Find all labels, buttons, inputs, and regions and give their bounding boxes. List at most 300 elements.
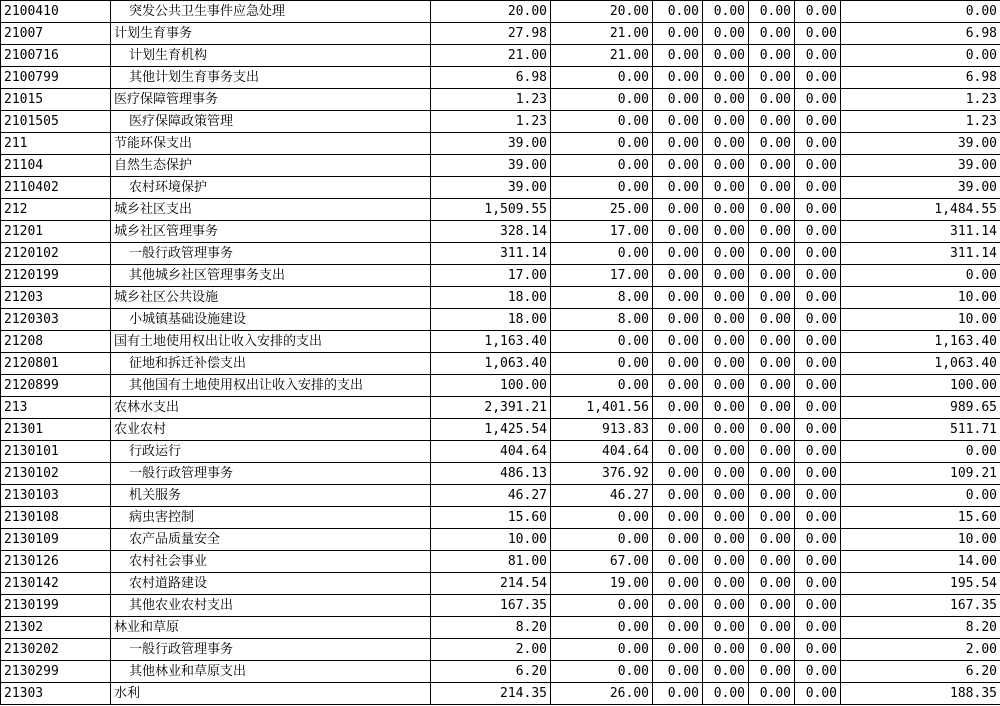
cell-v4[interactable]: 0.00: [703, 551, 749, 573]
cell-v3[interactable]: 0.00: [653, 683, 703, 705]
cell-total[interactable]: 17.00: [431, 265, 551, 287]
table-row[interactable]: [1, 507, 1000, 529]
cell-v4[interactable]: 0.00: [703, 661, 749, 683]
cell-total[interactable]: 10.00: [431, 529, 551, 551]
cell-basic[interactable]: 26.00: [551, 683, 653, 705]
cell-total[interactable]: 18.00: [431, 309, 551, 331]
table-row[interactable]: [1, 287, 1000, 309]
cell-name[interactable]: 其他计划生育事务支出: [111, 67, 431, 89]
cell-name[interactable]: 其他林业和草原支出: [111, 661, 431, 683]
table-row[interactable]: [1, 441, 1000, 463]
cell-basic[interactable]: 21.00: [551, 45, 653, 67]
cell-code[interactable]: 2130142: [1, 573, 111, 595]
cell-v6[interactable]: 0.00: [795, 441, 841, 463]
cell-v3[interactable]: 0.00: [653, 353, 703, 375]
cell-basic[interactable]: 19.00: [551, 573, 653, 595]
cell-basic[interactable]: 0.00: [551, 375, 653, 397]
table-row[interactable]: [1, 397, 1000, 419]
cell-v6[interactable]: 0.00: [795, 375, 841, 397]
cell-v5[interactable]: 0.00: [749, 375, 795, 397]
cell-code[interactable]: 2100410: [1, 1, 111, 23]
cell-v4[interactable]: 0.00: [703, 639, 749, 661]
cell-project[interactable]: 15.60: [841, 507, 1000, 529]
cell-v3[interactable]: 0.00: [653, 375, 703, 397]
cell-v5[interactable]: 0.00: [749, 89, 795, 111]
cell-code[interactable]: 2120199: [1, 265, 111, 287]
table-row[interactable]: [1, 419, 1000, 441]
cell-code[interactable]: 21303: [1, 683, 111, 705]
cell-basic[interactable]: 0.00: [551, 661, 653, 683]
cell-v5[interactable]: 0.00: [749, 133, 795, 155]
cell-project[interactable]: 8.20: [841, 617, 1000, 639]
cell-v4[interactable]: 0.00: [703, 683, 749, 705]
cell-basic[interactable]: 0.00: [551, 243, 653, 265]
cell-name[interactable]: 计划生育事务: [111, 23, 431, 45]
cell-project[interactable]: 511.71: [841, 419, 1000, 441]
cell-name[interactable]: 农村环境保护: [111, 177, 431, 199]
cell-v5[interactable]: 0.00: [749, 199, 795, 221]
table-row[interactable]: [1, 485, 1000, 507]
cell-v3[interactable]: 0.00: [653, 221, 703, 243]
cell-code[interactable]: 21203: [1, 287, 111, 309]
cell-v6[interactable]: 0.00: [795, 595, 841, 617]
cell-project[interactable]: 0.00: [841, 485, 1000, 507]
cell-v6[interactable]: 0.00: [795, 23, 841, 45]
cell-basic[interactable]: 0.00: [551, 529, 653, 551]
cell-basic[interactable]: 1,401.56: [551, 397, 653, 419]
cell-code[interactable]: 21201: [1, 221, 111, 243]
table-row[interactable]: [1, 463, 1000, 485]
cell-code[interactable]: 2120801: [1, 353, 111, 375]
cell-total[interactable]: 27.98: [431, 23, 551, 45]
cell-name[interactable]: 农产品质量安全: [111, 529, 431, 551]
cell-name[interactable]: 一般行政管理事务: [111, 639, 431, 661]
cell-name[interactable]: 小城镇基础设施建设: [111, 309, 431, 331]
cell-v4[interactable]: 0.00: [703, 485, 749, 507]
cell-project[interactable]: 10.00: [841, 309, 1000, 331]
cell-name[interactable]: 医疗保障管理事务: [111, 89, 431, 111]
cell-basic[interactable]: 913.83: [551, 419, 653, 441]
cell-v4[interactable]: 0.00: [703, 507, 749, 529]
cell-total[interactable]: 100.00: [431, 375, 551, 397]
cell-total[interactable]: 39.00: [431, 177, 551, 199]
cell-project[interactable]: 6.20: [841, 661, 1000, 683]
table-row[interactable]: [1, 89, 1000, 111]
cell-v3[interactable]: 0.00: [653, 177, 703, 199]
cell-project[interactable]: 311.14: [841, 243, 1000, 265]
cell-code[interactable]: 2130103: [1, 485, 111, 507]
cell-v4[interactable]: 0.00: [703, 45, 749, 67]
cell-name[interactable]: 一般行政管理事务: [111, 243, 431, 265]
cell-name[interactable]: 水利: [111, 683, 431, 705]
cell-v3[interactable]: 0.00: [653, 287, 703, 309]
cell-v5[interactable]: 0.00: [749, 287, 795, 309]
cell-name[interactable]: 林业和草原: [111, 617, 431, 639]
cell-name[interactable]: 其他农业农村支出: [111, 595, 431, 617]
cell-v3[interactable]: 0.00: [653, 45, 703, 67]
cell-total[interactable]: 39.00: [431, 155, 551, 177]
table-row[interactable]: [1, 1, 1000, 23]
cell-v4[interactable]: 0.00: [703, 595, 749, 617]
cell-code[interactable]: 2100716: [1, 45, 111, 67]
cell-total[interactable]: 15.60: [431, 507, 551, 529]
cell-v6[interactable]: 0.00: [795, 331, 841, 353]
cell-project[interactable]: 1.23: [841, 89, 1000, 111]
cell-v5[interactable]: 0.00: [749, 551, 795, 573]
cell-name[interactable]: 自然生态保护: [111, 155, 431, 177]
cell-v5[interactable]: 0.00: [749, 353, 795, 375]
cell-v3[interactable]: 0.00: [653, 573, 703, 595]
table-row[interactable]: [1, 529, 1000, 551]
cell-v5[interactable]: 0.00: [749, 573, 795, 595]
cell-total[interactable]: 404.64: [431, 441, 551, 463]
cell-v6[interactable]: 0.00: [795, 45, 841, 67]
cell-v3[interactable]: 0.00: [653, 463, 703, 485]
table-row[interactable]: [1, 353, 1000, 375]
table-row[interactable]: [1, 683, 1000, 705]
cell-total[interactable]: 39.00: [431, 133, 551, 155]
cell-v6[interactable]: 0.00: [795, 617, 841, 639]
table-row[interactable]: [1, 595, 1000, 617]
cell-code[interactable]: 21015: [1, 89, 111, 111]
cell-code[interactable]: 211: [1, 133, 111, 155]
cell-total[interactable]: 6.20: [431, 661, 551, 683]
cell-code[interactable]: 2130109: [1, 529, 111, 551]
cell-basic[interactable]: 21.00: [551, 23, 653, 45]
cell-v5[interactable]: 0.00: [749, 463, 795, 485]
cell-project[interactable]: 109.21: [841, 463, 1000, 485]
cell-v6[interactable]: 0.00: [795, 111, 841, 133]
cell-basic[interactable]: 0.00: [551, 67, 653, 89]
cell-basic[interactable]: 0.00: [551, 133, 653, 155]
cell-name[interactable]: 农村社会事业: [111, 551, 431, 573]
cell-v3[interactable]: 0.00: [653, 397, 703, 419]
cell-v6[interactable]: 0.00: [795, 507, 841, 529]
cell-project[interactable]: 195.54: [841, 573, 1000, 595]
cell-v5[interactable]: 0.00: [749, 617, 795, 639]
cell-v3[interactable]: 0.00: [653, 661, 703, 683]
cell-v4[interactable]: 0.00: [703, 155, 749, 177]
cell-v4[interactable]: 0.00: [703, 573, 749, 595]
cell-code[interactable]: 212: [1, 199, 111, 221]
cell-project[interactable]: 311.14: [841, 221, 1000, 243]
cell-v3[interactable]: 0.00: [653, 67, 703, 89]
cell-v3[interactable]: 0.00: [653, 265, 703, 287]
cell-name[interactable]: 行政运行: [111, 441, 431, 463]
cell-v4[interactable]: 0.00: [703, 243, 749, 265]
cell-v4[interactable]: 0.00: [703, 89, 749, 111]
cell-project[interactable]: 6.98: [841, 67, 1000, 89]
cell-code[interactable]: 2130199: [1, 595, 111, 617]
cell-total[interactable]: 18.00: [431, 287, 551, 309]
cell-name[interactable]: 机关服务: [111, 485, 431, 507]
cell-basic[interactable]: 404.64: [551, 441, 653, 463]
table-row[interactable]: [1, 155, 1000, 177]
cell-v4[interactable]: 0.00: [703, 23, 749, 45]
cell-v3[interactable]: 0.00: [653, 507, 703, 529]
cell-project[interactable]: 10.00: [841, 287, 1000, 309]
cell-project[interactable]: 14.00: [841, 551, 1000, 573]
cell-v4[interactable]: 0.00: [703, 309, 749, 331]
cell-v6[interactable]: 0.00: [795, 397, 841, 419]
cell-v3[interactable]: 0.00: [653, 133, 703, 155]
cell-v3[interactable]: 0.00: [653, 243, 703, 265]
cell-basic[interactable]: 20.00: [551, 1, 653, 23]
table-row[interactable]: [1, 45, 1000, 67]
cell-v3[interactable]: 0.00: [653, 111, 703, 133]
cell-project[interactable]: 6.98: [841, 23, 1000, 45]
cell-name[interactable]: 城乡社区管理事务: [111, 221, 431, 243]
cell-code[interactable]: 2130101: [1, 441, 111, 463]
cell-basic[interactable]: 0.00: [551, 89, 653, 111]
table-row[interactable]: [1, 551, 1000, 573]
cell-v3[interactable]: 0.00: [653, 89, 703, 111]
cell-v4[interactable]: 0.00: [703, 287, 749, 309]
cell-v4[interactable]: 0.00: [703, 529, 749, 551]
cell-v6[interactable]: 0.00: [795, 243, 841, 265]
cell-v3[interactable]: 0.00: [653, 309, 703, 331]
cell-total[interactable]: 2.00: [431, 639, 551, 661]
cell-code[interactable]: 2120899: [1, 375, 111, 397]
cell-name[interactable]: 城乡社区支出: [111, 199, 431, 221]
cell-code[interactable]: 2130108: [1, 507, 111, 529]
cell-total[interactable]: 6.98: [431, 67, 551, 89]
cell-project[interactable]: 39.00: [841, 155, 1000, 177]
cell-v4[interactable]: 0.00: [703, 419, 749, 441]
cell-project[interactable]: 167.35: [841, 595, 1000, 617]
cell-v6[interactable]: 0.00: [795, 661, 841, 683]
cell-total[interactable]: 2,391.21: [431, 397, 551, 419]
cell-total[interactable]: 8.20: [431, 617, 551, 639]
cell-v6[interactable]: 0.00: [795, 265, 841, 287]
table-row[interactable]: [1, 375, 1000, 397]
cell-v3[interactable]: 0.00: [653, 331, 703, 353]
cell-v4[interactable]: 0.00: [703, 111, 749, 133]
cell-code[interactable]: 2120303: [1, 309, 111, 331]
cell-name[interactable]: 其他城乡社区管理事务支出: [111, 265, 431, 287]
cell-basic[interactable]: 0.00: [551, 639, 653, 661]
table-row[interactable]: [1, 331, 1000, 353]
cell-v5[interactable]: 0.00: [749, 639, 795, 661]
cell-basic[interactable]: 0.00: [551, 331, 653, 353]
cell-total[interactable]: 81.00: [431, 551, 551, 573]
cell-v5[interactable]: 0.00: [749, 485, 795, 507]
cell-v5[interactable]: 0.00: [749, 397, 795, 419]
cell-name[interactable]: 国有土地使用权出让收入安排的支出: [111, 331, 431, 353]
cell-name[interactable]: 计划生育机构: [111, 45, 431, 67]
cell-basic[interactable]: 46.27: [551, 485, 653, 507]
cell-name[interactable]: 病虫害控制: [111, 507, 431, 529]
cell-v4[interactable]: 0.00: [703, 353, 749, 375]
cell-v3[interactable]: 0.00: [653, 441, 703, 463]
table-row[interactable]: [1, 67, 1000, 89]
cell-v6[interactable]: 0.00: [795, 573, 841, 595]
cell-name[interactable]: 征地和拆迁补偿支出: [111, 353, 431, 375]
table-row[interactable]: [1, 111, 1000, 133]
cell-project[interactable]: 39.00: [841, 133, 1000, 155]
cell-project[interactable]: 1,063.40: [841, 353, 1000, 375]
cell-v5[interactable]: 0.00: [749, 661, 795, 683]
cell-project[interactable]: 10.00: [841, 529, 1000, 551]
cell-total[interactable]: 1,063.40: [431, 353, 551, 375]
cell-v5[interactable]: 0.00: [749, 221, 795, 243]
cell-v6[interactable]: 0.00: [795, 287, 841, 309]
cell-total[interactable]: 328.14: [431, 221, 551, 243]
cell-name[interactable]: 其他国有土地使用权出让收入安排的支出: [111, 375, 431, 397]
cell-code[interactable]: 2130299: [1, 661, 111, 683]
cell-v6[interactable]: 0.00: [795, 67, 841, 89]
cell-code[interactable]: 2130202: [1, 639, 111, 661]
cell-code[interactable]: 2130102: [1, 463, 111, 485]
cell-name[interactable]: 农林水支出: [111, 397, 431, 419]
cell-v5[interactable]: 0.00: [749, 23, 795, 45]
cell-v3[interactable]: 0.00: [653, 1, 703, 23]
cell-project[interactable]: 1,484.55: [841, 199, 1000, 221]
cell-total[interactable]: 1,425.54: [431, 419, 551, 441]
cell-v6[interactable]: 0.00: [795, 155, 841, 177]
cell-total[interactable]: 20.00: [431, 1, 551, 23]
cell-basic[interactable]: 0.00: [551, 111, 653, 133]
cell-v4[interactable]: 0.00: [703, 397, 749, 419]
cell-basic[interactable]: 8.00: [551, 309, 653, 331]
cell-v6[interactable]: 0.00: [795, 529, 841, 551]
cell-v3[interactable]: 0.00: [653, 485, 703, 507]
cell-v4[interactable]: 0.00: [703, 265, 749, 287]
cell-v4[interactable]: 0.00: [703, 617, 749, 639]
cell-code[interactable]: 2110402: [1, 177, 111, 199]
cell-v5[interactable]: 0.00: [749, 111, 795, 133]
cell-v6[interactable]: 0.00: [795, 199, 841, 221]
cell-v3[interactable]: 0.00: [653, 419, 703, 441]
cell-project[interactable]: 0.00: [841, 1, 1000, 23]
table-row[interactable]: [1, 133, 1000, 155]
cell-v6[interactable]: 0.00: [795, 419, 841, 441]
cell-basic[interactable]: 0.00: [551, 177, 653, 199]
cell-v6[interactable]: 0.00: [795, 1, 841, 23]
cell-name[interactable]: 医疗保障政策管理: [111, 111, 431, 133]
cell-code[interactable]: 21302: [1, 617, 111, 639]
cell-code[interactable]: 21104: [1, 155, 111, 177]
cell-v3[interactable]: 0.00: [653, 551, 703, 573]
cell-total[interactable]: 1,163.40: [431, 331, 551, 353]
cell-name[interactable]: 节能环保支出: [111, 133, 431, 155]
cell-v5[interactable]: 0.00: [749, 331, 795, 353]
cell-v5[interactable]: 0.00: [749, 595, 795, 617]
cell-v6[interactable]: 0.00: [795, 353, 841, 375]
cell-basic[interactable]: 0.00: [551, 617, 653, 639]
cell-v5[interactable]: 0.00: [749, 67, 795, 89]
cell-basic[interactable]: 67.00: [551, 551, 653, 573]
cell-project[interactable]: 0.00: [841, 441, 1000, 463]
cell-basic[interactable]: 17.00: [551, 221, 653, 243]
cell-v6[interactable]: 0.00: [795, 485, 841, 507]
cell-v6[interactable]: 0.00: [795, 551, 841, 573]
cell-total[interactable]: 311.14: [431, 243, 551, 265]
cell-v6[interactable]: 0.00: [795, 683, 841, 705]
cell-total[interactable]: 46.27: [431, 485, 551, 507]
table-row[interactable]: [1, 243, 1000, 265]
cell-code[interactable]: 2130126: [1, 551, 111, 573]
cell-basic[interactable]: 0.00: [551, 595, 653, 617]
cell-project[interactable]: 100.00: [841, 375, 1000, 397]
cell-v3[interactable]: 0.00: [653, 639, 703, 661]
cell-v6[interactable]: 0.00: [795, 221, 841, 243]
cell-v5[interactable]: 0.00: [749, 419, 795, 441]
cell-project[interactable]: 1.23: [841, 111, 1000, 133]
cell-basic[interactable]: 8.00: [551, 287, 653, 309]
cell-v4[interactable]: 0.00: [703, 1, 749, 23]
cell-total[interactable]: 214.54: [431, 573, 551, 595]
cell-basic[interactable]: 376.92: [551, 463, 653, 485]
cell-v4[interactable]: 0.00: [703, 67, 749, 89]
cell-total[interactable]: 1,509.55: [431, 199, 551, 221]
table-row[interactable]: [1, 617, 1000, 639]
cell-name[interactable]: 城乡社区公共设施: [111, 287, 431, 309]
cell-basic[interactable]: 0.00: [551, 507, 653, 529]
cell-v5[interactable]: 0.00: [749, 45, 795, 67]
cell-v4[interactable]: 0.00: [703, 221, 749, 243]
cell-v6[interactable]: 0.00: [795, 309, 841, 331]
cell-basic[interactable]: 25.00: [551, 199, 653, 221]
cell-v5[interactable]: 0.00: [749, 177, 795, 199]
cell-v5[interactable]: 0.00: [749, 265, 795, 287]
cell-name[interactable]: 农业农村: [111, 419, 431, 441]
cell-v3[interactable]: 0.00: [653, 23, 703, 45]
cell-v3[interactable]: 0.00: [653, 595, 703, 617]
cell-total[interactable]: 1.23: [431, 89, 551, 111]
cell-total[interactable]: 214.35: [431, 683, 551, 705]
cell-basic[interactable]: 0.00: [551, 353, 653, 375]
table-row[interactable]: [1, 661, 1000, 683]
cell-code[interactable]: 2120102: [1, 243, 111, 265]
table-row[interactable]: [1, 265, 1000, 287]
cell-v5[interactable]: 0.00: [749, 683, 795, 705]
cell-project[interactable]: 2.00: [841, 639, 1000, 661]
cell-name[interactable]: 农村道路建设: [111, 573, 431, 595]
cell-project[interactable]: 0.00: [841, 45, 1000, 67]
cell-v6[interactable]: 0.00: [795, 133, 841, 155]
cell-v3[interactable]: 0.00: [653, 155, 703, 177]
cell-basic[interactable]: 17.00: [551, 265, 653, 287]
cell-basic[interactable]: 0.00: [551, 155, 653, 177]
cell-v4[interactable]: 0.00: [703, 375, 749, 397]
cell-code[interactable]: 2100799: [1, 67, 111, 89]
cell-v4[interactable]: 0.00: [703, 441, 749, 463]
cell-project[interactable]: 39.00: [841, 177, 1000, 199]
table-row[interactable]: [1, 177, 1000, 199]
cell-total[interactable]: 486.13: [431, 463, 551, 485]
cell-v5[interactable]: 0.00: [749, 507, 795, 529]
cell-v6[interactable]: 0.00: [795, 463, 841, 485]
cell-code[interactable]: 213: [1, 397, 111, 419]
cell-v5[interactable]: 0.00: [749, 441, 795, 463]
cell-v4[interactable]: 0.00: [703, 331, 749, 353]
cell-code[interactable]: 21301: [1, 419, 111, 441]
table-row[interactable]: [1, 199, 1000, 221]
cell-name[interactable]: 一般行政管理事务: [111, 463, 431, 485]
cell-v4[interactable]: 0.00: [703, 133, 749, 155]
cell-v4[interactable]: 0.00: [703, 177, 749, 199]
cell-v5[interactable]: 0.00: [749, 309, 795, 331]
cell-v5[interactable]: 0.00: [749, 243, 795, 265]
cell-v4[interactable]: 0.00: [703, 463, 749, 485]
table-row[interactable]: [1, 221, 1000, 243]
cell-project[interactable]: 989.65: [841, 397, 1000, 419]
cell-project[interactable]: 1,163.40: [841, 331, 1000, 353]
cell-total[interactable]: 1.23: [431, 111, 551, 133]
cell-v3[interactable]: 0.00: [653, 617, 703, 639]
cell-v4[interactable]: 0.00: [703, 199, 749, 221]
